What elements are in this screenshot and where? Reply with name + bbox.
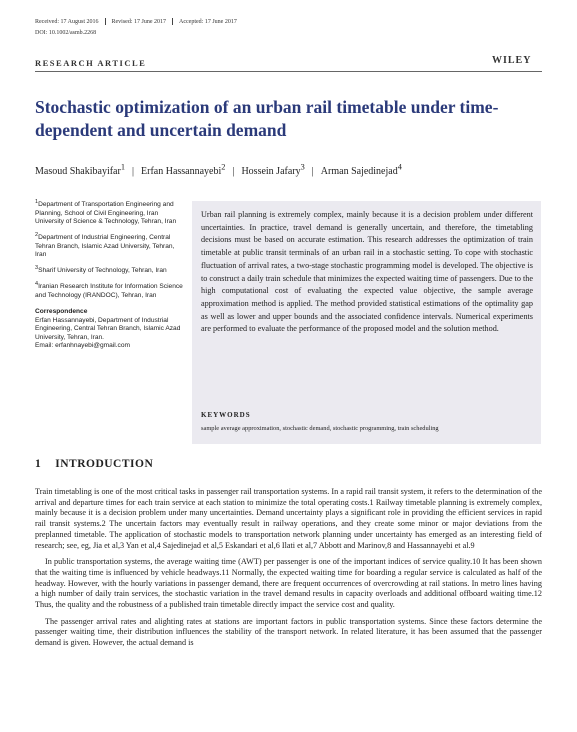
affiliation: $^1$Department of Transportation Engineering and Planning, School of Civil Engineering, Iran University of Science & Technology, Tehran, Iran	[35, 199, 177, 226]
affiliations-column	[35, 198, 185, 355]
header-rule	[35, 71, 542, 72]
section-title: INTRODUCTION	[55, 458, 154, 470]
correspondence-email[interactable]: Email: erfanhnayebi@gmail.com	[35, 342, 131, 350]
author[interactable]: Hossein Jafary$^3$	[241, 163, 305, 178]
accepted-date: Accepted: 17 June 2017	[179, 18, 237, 25]
doi[interactable]: DOI: 10.1002/asmb.2268	[35, 30, 97, 36]
section-heading-introduction	[35, 458, 153, 470]
paragraph: In public transportation systems, the average waiting time (AWT) per passenger is one of the important indices of service quality.10 It has been shown that the waiting time is influenced by vehicle headways.11 Normally, the expected waiting time for boarding a regular service is calculated as half of the headway. However, with the hourly variations in passenger demand, there are frequent occurrences of overcrowding at rail stations. In metro lines having a high number of daily train services, the stochastic variation in the travel demand results in capacity overloads and additional offboard waiting time.12 Thus, the quality and the robustness of a published train timetable directly impact the service cost and quality.	[35, 557, 542, 610]
keywords-heading: KEYWORDS	[201, 411, 251, 419]
affiliation: $^4$Iranian Research Institute for Information Science and Technology (IRANDOC), Tehran, Iran	[35, 280, 183, 299]
publisher-logo: WILEY	[492, 55, 532, 66]
paragraph: Train timetabling is one of the most critical tasks in passenger rail transportation systems. In a rapid rail transit system, it refers to the determination of the arrival and departure times for each train service at each station to minimize the total operating costs.1 Railway timetable planning is extremely complex, mainly because it is a decision problem under many uncertainties. Demand uncertainty plays a significant role in providing the efficient services in rapid rail transit systems.2 The uncertain factors may eventually result in railway operations, and they create some minor or major deviations from the preplanned timetable. The application of stochastic models to transportation network planning under uncertainty has emerged as an interesting field of research; see, eg, Jia et al,3 Yan et al,4 Sajedinejad et al,5 Eskandari et al,6 Ilati et al,7 Abbott and Marinov,8 and Hassannayebi et al.9	[35, 487, 542, 550]
author-separator: |	[232, 166, 235, 178]
introduction-body	[35, 487, 542, 655]
affiliation: $^2$Department of Industrial Engineering, Central Tehran Branch, Islamic Azad University, Tehran, Iran	[35, 231, 175, 259]
author-separator: |	[311, 166, 314, 178]
correspondence-heading: Correspondence	[35, 308, 88, 316]
received-date: Received: 17 August 2016	[35, 18, 99, 25]
revised-date: Revised: 17 June 2017	[111, 18, 166, 25]
abstract-text: Urban rail planning is extremely complex, mainly because it is a decision problem under different uncertainties. In practice, travel demand is generally uncertain, and therefore, the timetabling decisions must be based on accurate estimation. This research addresses the optimization of train timetable at public transit terminals of an urban rail in a stochastic setting. To cope with stochastic fluctuation of arrival rates, a two-stage stochastic programming model is developed. The objective is to construct a daily train schedule that minimizes the expected waiting time of passengers. Due to the high computational cost of evaluating the expected value objective, the sample average approximation method is applied. The method provided statistical estimations of the optimality gap as well as lower and upper bounds and the associated confidence intervals. Numerical experiments are performed to evaluate the performance of the proposed model and the solution method.	[201, 210, 533, 334]
author[interactable]: Masoud Shakibayifar$^1$	[35, 163, 125, 178]
keywords-text: sample average approximation, stochastic demand, stochastic programming, train scheduling	[201, 425, 439, 432]
date-divider	[172, 18, 173, 25]
author-separator: |	[132, 166, 135, 178]
section-label: RESEARCH ARTICLE	[35, 58, 147, 68]
author[interactable]: Arman Sajedinejad$^4$	[320, 163, 402, 178]
author[interactable]: Erfan Hassannayebi$^2$	[141, 163, 226, 178]
date-divider	[105, 18, 106, 25]
section-number: 1	[35, 458, 42, 470]
paragraph: The passenger arrival rates and alighting rates at stations are important factors in public transportation systems. Since these factors determine the passenger waiting time, their distribution influences the stability of the transport network. In related literature, it has been assumed that the passenger demand is given. However, the actual demand is	[35, 616, 542, 648]
author-list	[35, 163, 555, 177]
affiliation: $^3$Sharif University of Technology, Tehran, Iran	[35, 264, 167, 275]
article-dates	[35, 18, 555, 25]
article-title: Stochastic optimization of an urban rail timetable under time-dependent and uncertain demand	[35, 97, 499, 140]
correspondence-text: Erfan Hassannayebi, Department of Industrial Engineering, Central Tehran Branch, Islamic Azad University, Tehran, Iran.	[35, 316, 181, 341]
